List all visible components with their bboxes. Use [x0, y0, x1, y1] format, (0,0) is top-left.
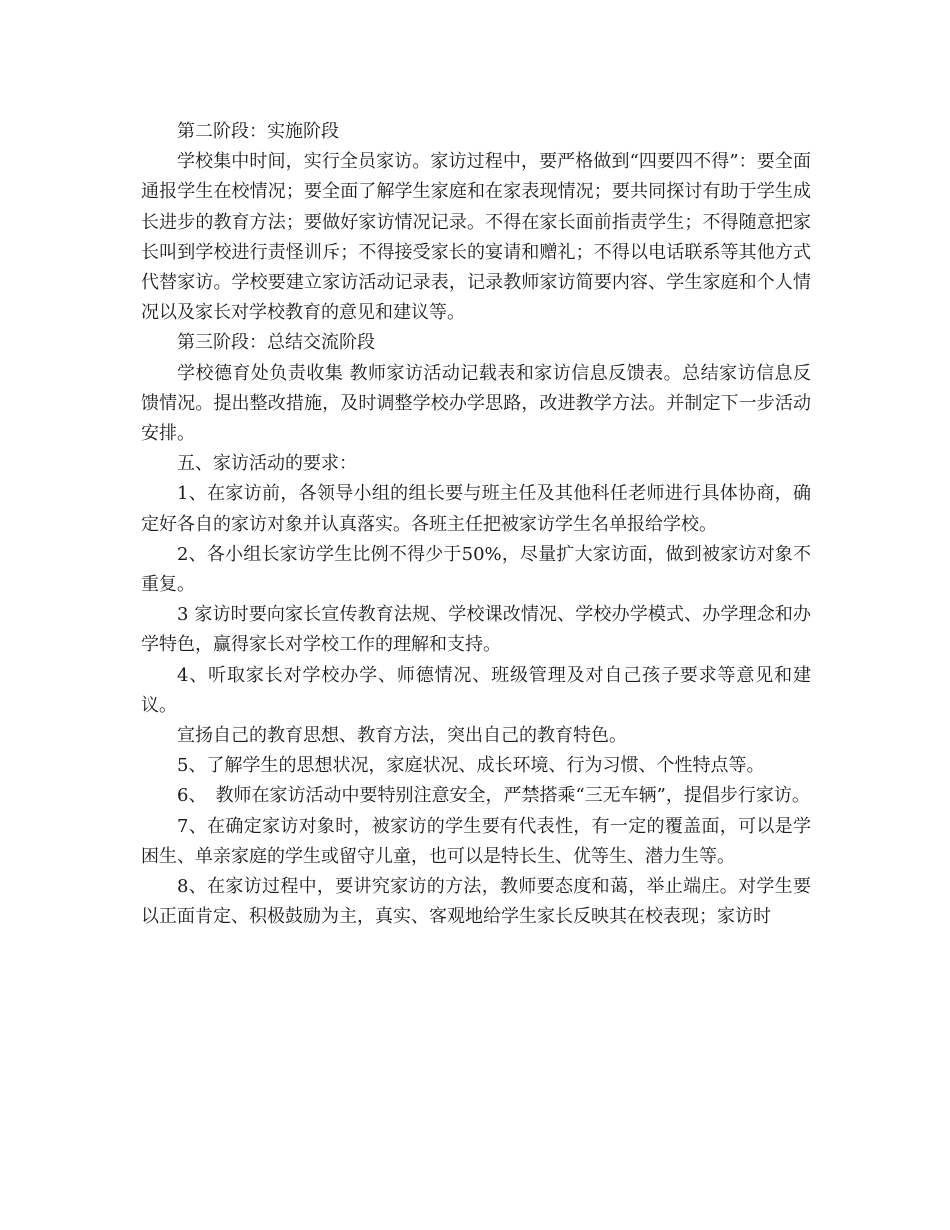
- paragraph-stage-two-body: 学校集中时间，实行全员家访。家访过程中，要严格做到“四要四不得”：要全面通报学生在校情况；要全面了解学生家庭和在家表现情况；要共同探讨有助于学生成长进步的教育方法；要做好家访情况记录。不得在家长面前指责学生；不得随意把家长叫到学校进行责怪训斥；不得接受家长的宴请和赠礼；不得以电话联系等其他方式代替家访。学校要建立家访活动记录表，记录教师家访简要内容、学生家庭和个人情况以及家长对学校教育的意见和建议等。: [141, 151, 811, 324]
- paragraph-stage-three-body: 学校德育处负责收集 教师家访活动记载表和家访信息反馈表。总结家访信息反馈情况。提出整改措施，及时调整学校办学思路，改进教学方法。并制定下一步活动安排。: [141, 362, 811, 445]
- requirement-item-2: 2、各小组长家访学生比例不得少于50%，尽量扩大家访面，做到被家访对象不重复。: [141, 543, 811, 596]
- section-heading-stage-three: 第三阶段：总结交流阶段: [177, 332, 375, 354]
- requirement-item-8: 8、在家访过程中，要讲究家访的方法，教师要态度和蔼，举止端庄。对学生要以正面肯定、积极鼓励为主，真实、客观地给学生家长反映其在校表现；家访时: [141, 876, 811, 928]
- requirement-item-4: 4、听取家长对学校办学、师德情况、班级管理及对自己孩子要求等意见和建议。: [141, 664, 811, 716]
- section-heading-requirements: 五、家访活动的要求：: [177, 453, 357, 475]
- document-body: [141, 117, 811, 932]
- requirement-item-3: 3 家访时要向家长宣传教育法规、学校课改情况、学校办学模式、办学理念和办学特色，赢得家长对学校工作的理解和支持。: [141, 604, 811, 656]
- paragraph-promote-ideas: 宣扬自己的教育思想、教育方法，突出自己的教育特色。: [177, 725, 627, 747]
- section-heading-stage-two: 第二阶段：实施阶段: [177, 121, 339, 142]
- requirement-item-6: 6、 教师在家访活动中要特别注意安全，严禁搭乘“三无车辆”，提倡步行家访。: [177, 785, 810, 807]
- requirement-item-1: 1、在家访前，各领导小组的组长要与班主任及其他科任老师进行具体协商，确定好各自的家访对象并认真落实。各班主任把被家访学生名单报给学校。: [141, 483, 811, 535]
- requirement-item-5: 5、了解学生的思想状况，家庭状况、成长环境、行为习惯、个性特点等。: [177, 755, 765, 777]
- requirement-item-7: 7、在确定家访对象时，被家访的学生要有代表性，有一定的覆盖面，可以是学困生、单亲家庭的学生或留守儿童，也可以是特长生、优等生、潜力生等。: [141, 815, 811, 867]
